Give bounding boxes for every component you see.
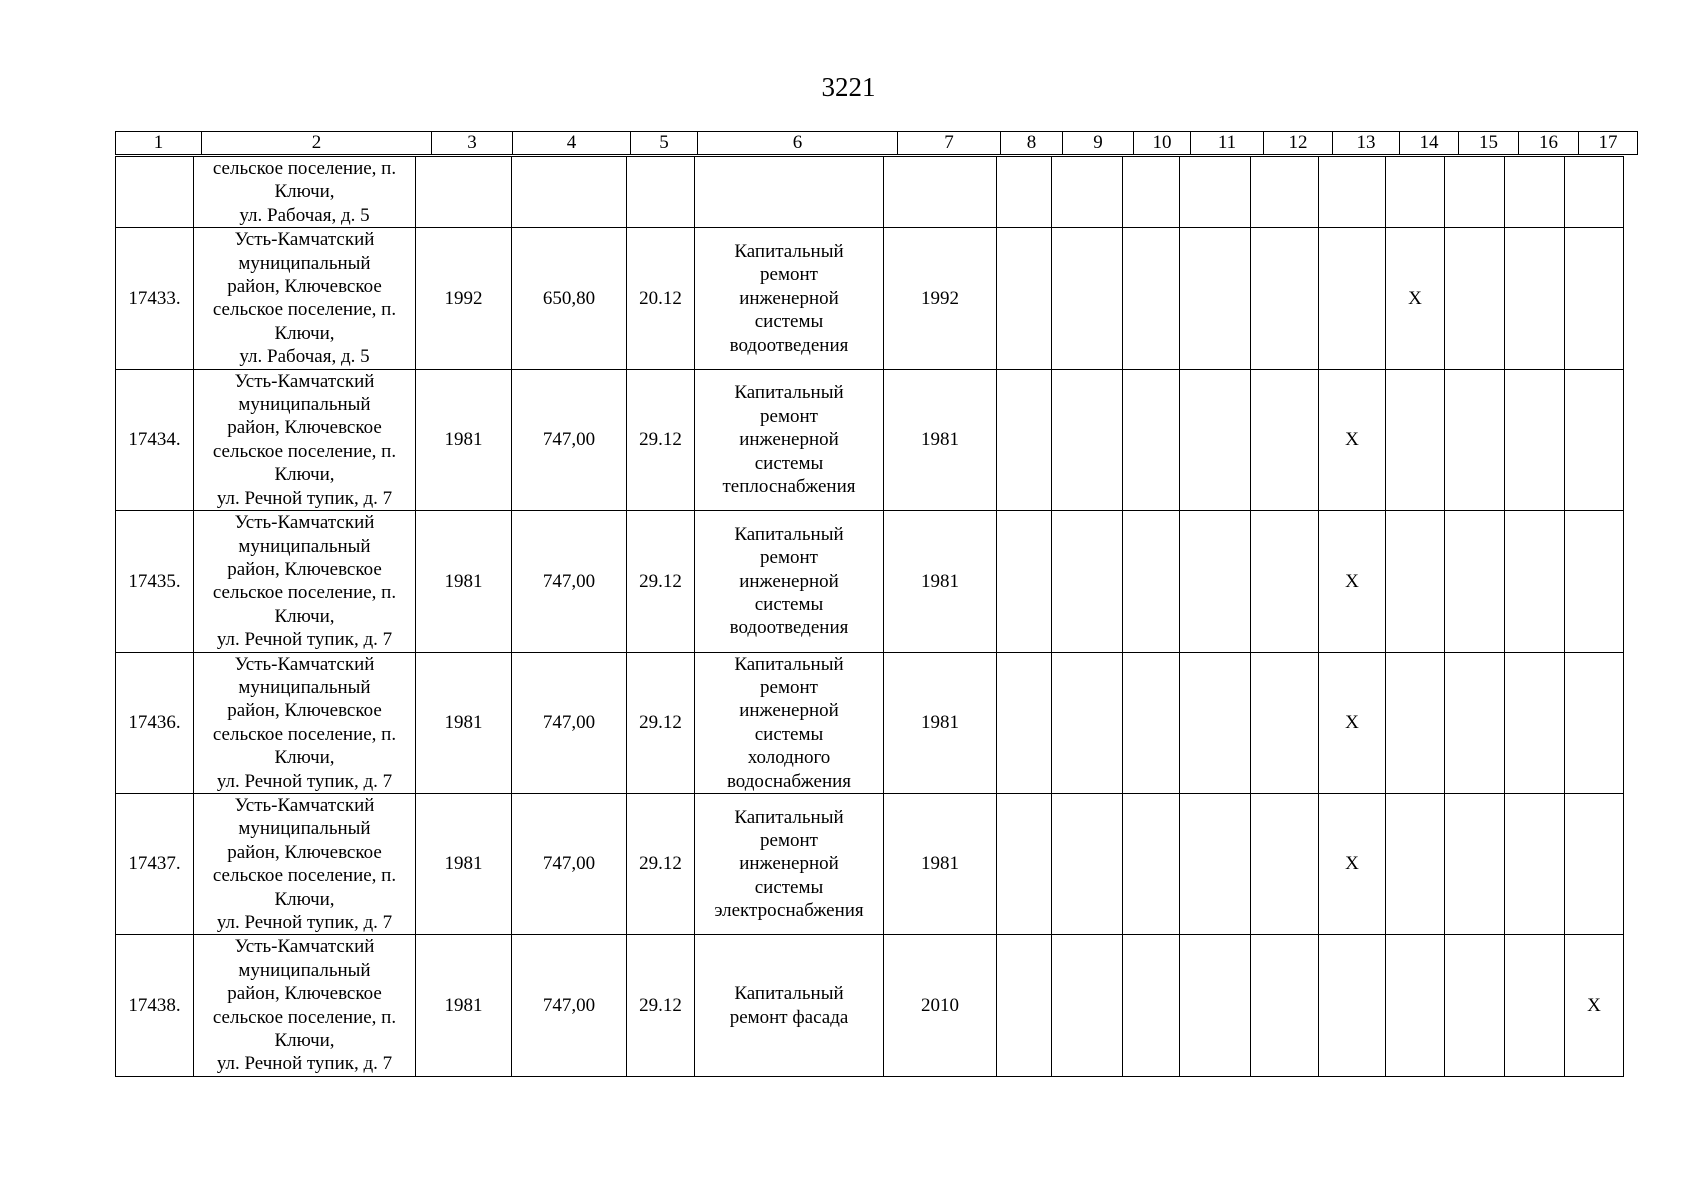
work-type-cell-line: Капитальный bbox=[734, 983, 844, 1005]
mark-cell-col-15 bbox=[1445, 793, 1505, 934]
address-cell-line: Ключи, bbox=[274, 322, 335, 344]
mark-cell-col-12 bbox=[1251, 369, 1319, 510]
address-cell-line: ул. Рабочая, д. 5 bbox=[239, 204, 370, 226]
mark-cell-col-11 bbox=[1180, 511, 1251, 652]
mark-cell-col-15 bbox=[1445, 228, 1505, 369]
mark-cell-col-9 bbox=[1052, 228, 1123, 369]
year-built-cell: 1992 bbox=[416, 228, 512, 369]
work-type-cell-line: системы bbox=[754, 876, 824, 898]
work-year-cell: 1981 bbox=[884, 652, 997, 793]
work-type-cell-line: водоснабжения bbox=[726, 770, 852, 792]
column-number-14: 14 bbox=[1400, 132, 1459, 155]
mark-cell-col-9 bbox=[1052, 652, 1123, 793]
mark-cell-col-13: X bbox=[1319, 652, 1386, 793]
empty-cell bbox=[512, 157, 627, 228]
mark-cell-col-10 bbox=[1123, 228, 1180, 369]
mark-cell-col-13: X bbox=[1319, 369, 1386, 510]
address-cell-line: ул. Речной тупик, д. 7 bbox=[216, 1053, 393, 1075]
work-type-cell-line: системы bbox=[754, 311, 824, 333]
work-year-cell: 2010 bbox=[884, 935, 997, 1076]
area-cell: 650,80 bbox=[512, 228, 627, 369]
empty-cell bbox=[1445, 157, 1505, 228]
col5-cell: 29.12 bbox=[627, 935, 695, 1076]
mark-cell-col-13: X bbox=[1319, 511, 1386, 652]
address-cell-line: сельское поселение, п. bbox=[212, 440, 397, 462]
mark-cell-col-8 bbox=[997, 228, 1052, 369]
address-cell bbox=[194, 157, 416, 228]
table-row bbox=[116, 228, 1624, 369]
work-type-cell-line: инженерной bbox=[739, 429, 839, 451]
mark-cell-col-16 bbox=[1505, 511, 1565, 652]
mark-cell-col-8 bbox=[997, 793, 1052, 934]
mark-cell-col-14 bbox=[1386, 369, 1445, 510]
address-cell-line: Усть-Камчатский bbox=[234, 229, 375, 251]
mark-cell-col-8 bbox=[997, 652, 1052, 793]
year-built-cell: 1981 bbox=[416, 511, 512, 652]
empty-cell bbox=[1052, 157, 1123, 228]
work-type-cell bbox=[695, 935, 884, 1076]
col5-cell: 29.12 bbox=[627, 369, 695, 510]
column-number-17: 17 bbox=[1579, 132, 1638, 155]
mark-cell-col-11 bbox=[1180, 652, 1251, 793]
address-cell-line: муниципальный bbox=[238, 959, 371, 981]
area-cell: 747,00 bbox=[512, 511, 627, 652]
address-cell-line: район, Ключевское bbox=[227, 276, 382, 298]
work-type-cell-line: водоотведения bbox=[729, 617, 849, 639]
area-cell: 747,00 bbox=[512, 935, 627, 1076]
work-type-cell-line: ремонт bbox=[760, 405, 818, 427]
column-number-10: 10 bbox=[1134, 132, 1191, 155]
year-built-cell: 1981 bbox=[416, 793, 512, 934]
work-type-cell-line: ремонт bbox=[760, 830, 818, 852]
page-number: 3221 bbox=[821, 72, 876, 102]
mark-cell-col-16 bbox=[1505, 228, 1565, 369]
empty-cell bbox=[1251, 157, 1319, 228]
work-type-cell-line: инженерной bbox=[739, 700, 839, 722]
address-cell-line: Усть-Камчатский bbox=[234, 794, 375, 816]
address-cell-line: муниципальный bbox=[238, 535, 371, 557]
address-cell-line: район, Ключевское bbox=[227, 558, 382, 580]
mark-cell-col-12 bbox=[1251, 935, 1319, 1076]
mark-cell-col-17 bbox=[1565, 652, 1624, 793]
work-type-cell-line: электроснабжения bbox=[714, 900, 864, 922]
column-number-7: 7 bbox=[898, 132, 1001, 155]
mark-cell-col-11 bbox=[1180, 793, 1251, 934]
work-type-cell-line: ремонт bbox=[760, 676, 818, 698]
empty-cell bbox=[1319, 157, 1386, 228]
work-type-cell-line: системы bbox=[754, 452, 824, 474]
address-cell-line: Ключи, bbox=[274, 888, 335, 910]
mark-cell-col-10 bbox=[1123, 793, 1180, 934]
column-number-2: 2 bbox=[202, 132, 432, 155]
work-type-cell-line: ремонт bbox=[760, 547, 818, 569]
address-cell-line: сельское поселение, п. bbox=[212, 158, 397, 179]
address-cell-line: сельское поселение, п. bbox=[212, 582, 397, 604]
work-type-cell-line: Капитальный bbox=[734, 382, 844, 404]
mark-cell-col-14: X bbox=[1386, 228, 1445, 369]
year-built-cell: 1981 bbox=[416, 369, 512, 510]
work-type-cell bbox=[695, 652, 884, 793]
area-cell: 747,00 bbox=[512, 652, 627, 793]
work-year-cell: 1981 bbox=[884, 793, 997, 934]
address-cell-line: Ключи, bbox=[274, 1030, 335, 1052]
work-type-cell-line: ремонт bbox=[760, 264, 818, 286]
address-cell-line: район, Ключевское bbox=[227, 983, 382, 1005]
mark-cell-col-9 bbox=[1052, 369, 1123, 510]
table-row bbox=[116, 935, 1624, 1076]
row-number-cell: 17435. bbox=[116, 511, 194, 652]
mark-cell-col-17 bbox=[1565, 511, 1624, 652]
address-cell bbox=[194, 793, 416, 934]
table-row bbox=[116, 652, 1624, 793]
empty-cell bbox=[1180, 157, 1251, 228]
empty-cell bbox=[695, 157, 884, 228]
address-cell bbox=[194, 935, 416, 1076]
work-type-cell bbox=[695, 793, 884, 934]
mark-cell-col-8 bbox=[997, 935, 1052, 1076]
mark-cell-col-14 bbox=[1386, 793, 1445, 934]
column-number-5: 5 bbox=[631, 132, 698, 155]
work-type-cell-line: Капитальный bbox=[734, 806, 844, 828]
column-number-13: 13 bbox=[1333, 132, 1400, 155]
table-row bbox=[116, 793, 1624, 934]
work-year-cell: 1981 bbox=[884, 369, 997, 510]
mark-cell-col-17 bbox=[1565, 228, 1624, 369]
mark-cell-col-10 bbox=[1123, 369, 1180, 510]
address-cell-line: ул. Речной тупик, д. 7 bbox=[216, 487, 393, 509]
mark-cell-col-9 bbox=[1052, 511, 1123, 652]
address-cell-line: ул. Речной тупик, д. 7 bbox=[216, 629, 393, 651]
empty-cell bbox=[1565, 157, 1624, 228]
column-number-8: 8 bbox=[1001, 132, 1063, 155]
empty-cell bbox=[1123, 157, 1180, 228]
address-cell-line: сельское поселение, п. bbox=[212, 1006, 397, 1028]
address-cell-line: сельское поселение, п. bbox=[212, 865, 397, 887]
address-cell-line: ул. Речной тупик, д. 7 bbox=[216, 912, 393, 933]
address-cell-line: Усть-Камчатский bbox=[234, 936, 375, 958]
empty-cell bbox=[1505, 157, 1565, 228]
empty-cell bbox=[1386, 157, 1445, 228]
work-type-cell-line: ремонт фасада bbox=[729, 1006, 849, 1028]
mark-cell-col-12 bbox=[1251, 228, 1319, 369]
address-cell-line: Ключи, bbox=[274, 605, 335, 627]
column-number-9: 9 bbox=[1063, 132, 1134, 155]
address-cell-line: Усть-Камчатский bbox=[234, 370, 375, 392]
work-type-cell-line: водоотведения bbox=[729, 334, 849, 356]
work-year-cell: 1981 bbox=[884, 511, 997, 652]
address-cell bbox=[194, 369, 416, 510]
mark-cell-col-16 bbox=[1505, 793, 1565, 934]
mark-cell-col-16 bbox=[1505, 652, 1565, 793]
column-number-6: 6 bbox=[698, 132, 898, 155]
address-cell-line: Ключи, bbox=[274, 181, 335, 203]
year-built-cell: 1981 bbox=[416, 935, 512, 1076]
mark-cell-col-15 bbox=[1445, 935, 1505, 1076]
area-cell: 747,00 bbox=[512, 369, 627, 510]
col5-cell: 29.12 bbox=[627, 652, 695, 793]
col5-cell: 20.12 bbox=[627, 228, 695, 369]
row-number-cell: 17437. bbox=[116, 793, 194, 934]
row-number-cell: 17436. bbox=[116, 652, 194, 793]
address-cell-line: муниципальный bbox=[238, 818, 371, 840]
mark-cell-col-14 bbox=[1386, 935, 1445, 1076]
address-cell-line: Усть-Камчатский bbox=[234, 512, 375, 534]
column-number-4: 4 bbox=[513, 132, 631, 155]
mark-cell-col-9 bbox=[1052, 935, 1123, 1076]
mark-cell-col-8 bbox=[997, 369, 1052, 510]
mark-cell-col-10 bbox=[1123, 652, 1180, 793]
mark-cell-col-16 bbox=[1505, 369, 1565, 510]
address-cell bbox=[194, 511, 416, 652]
mark-cell-col-14 bbox=[1386, 511, 1445, 652]
address-cell-line: Ключи, bbox=[274, 747, 335, 769]
table-row bbox=[116, 369, 1624, 510]
address-cell-line: ул. Речной тупик, д. 7 bbox=[216, 770, 393, 792]
address-cell-line: муниципальный bbox=[238, 252, 371, 274]
work-type-cell-line: инженерной bbox=[739, 287, 839, 309]
area-cell: 747,00 bbox=[512, 793, 627, 934]
mark-cell-col-11 bbox=[1180, 228, 1251, 369]
work-type-cell bbox=[695, 369, 884, 510]
mark-cell-col-14 bbox=[1386, 652, 1445, 793]
header-row bbox=[116, 132, 1638, 155]
work-type-cell bbox=[695, 511, 884, 652]
address-cell-line: район, Ключевское bbox=[227, 841, 382, 863]
mark-cell-col-9 bbox=[1052, 793, 1123, 934]
mark-cell-col-13: X bbox=[1319, 793, 1386, 934]
address-cell-line: муниципальный bbox=[238, 394, 371, 416]
column-number-1: 1 bbox=[116, 132, 202, 155]
mark-cell-col-8 bbox=[997, 511, 1052, 652]
work-year-cell: 1992 bbox=[884, 228, 997, 369]
address-cell bbox=[194, 228, 416, 369]
empty-cell bbox=[416, 157, 512, 228]
address-cell-line: сельское поселение, п. bbox=[212, 299, 397, 321]
column-number-15: 15 bbox=[1459, 132, 1519, 155]
work-type-cell-line: инженерной bbox=[739, 570, 839, 592]
work-type-cell bbox=[695, 228, 884, 369]
mark-cell-col-15 bbox=[1445, 369, 1505, 510]
mark-cell-col-16 bbox=[1505, 935, 1565, 1076]
address-cell-line: муниципальный bbox=[238, 676, 371, 698]
mark-cell-col-11 bbox=[1180, 369, 1251, 510]
column-number-12: 12 bbox=[1264, 132, 1333, 155]
table-row bbox=[116, 511, 1624, 652]
row-number-cell bbox=[116, 157, 194, 228]
data-table bbox=[115, 156, 1624, 1077]
col5-cell: 29.12 bbox=[627, 793, 695, 934]
work-type-cell-line: системы bbox=[754, 723, 824, 745]
mark-cell-col-13 bbox=[1319, 935, 1386, 1076]
column-number-header bbox=[115, 131, 1638, 155]
mark-cell-col-10 bbox=[1123, 511, 1180, 652]
row-number-cell: 17433. bbox=[116, 228, 194, 369]
row-number-cell: 17434. bbox=[116, 369, 194, 510]
mark-cell-col-12 bbox=[1251, 511, 1319, 652]
mark-cell-col-11 bbox=[1180, 935, 1251, 1076]
mark-cell-col-15 bbox=[1445, 652, 1505, 793]
mark-cell-col-12 bbox=[1251, 652, 1319, 793]
row-number-cell: 17438. bbox=[116, 935, 194, 1076]
year-built-cell: 1981 bbox=[416, 652, 512, 793]
mark-cell-col-12 bbox=[1251, 793, 1319, 934]
work-type-cell-line: холодного bbox=[747, 747, 831, 769]
work-type-cell-line: системы bbox=[754, 594, 824, 616]
mark-cell-col-17: X bbox=[1565, 935, 1624, 1076]
column-number-3: 3 bbox=[432, 132, 513, 155]
work-type-cell-line: Капитальный bbox=[734, 653, 844, 675]
address-cell-line: Усть-Камчатский bbox=[234, 653, 375, 675]
work-type-cell-line: инженерной bbox=[739, 853, 839, 875]
address-cell-line: ул. Рабочая, д. 5 bbox=[239, 346, 370, 368]
address-cell-line: район, Ключевское bbox=[227, 417, 382, 439]
mark-cell-col-13 bbox=[1319, 228, 1386, 369]
address-cell-line: Ключи, bbox=[274, 464, 335, 486]
mark-cell-col-10 bbox=[1123, 935, 1180, 1076]
mark-cell-col-17 bbox=[1565, 369, 1624, 510]
work-type-cell-line: Капитальный bbox=[734, 240, 844, 262]
column-number-11: 11 bbox=[1191, 132, 1264, 155]
column-number-16: 16 bbox=[1519, 132, 1579, 155]
empty-cell bbox=[997, 157, 1052, 228]
col5-cell: 29.12 bbox=[627, 511, 695, 652]
address-cell bbox=[194, 652, 416, 793]
work-type-cell-line: теплоснабжения bbox=[722, 475, 856, 497]
mark-cell-col-15 bbox=[1445, 511, 1505, 652]
empty-cell bbox=[627, 157, 695, 228]
work-type-cell-line: Капитальный bbox=[734, 523, 844, 545]
empty-cell bbox=[884, 157, 997, 228]
mark-cell-col-17 bbox=[1565, 793, 1624, 934]
address-cell-line: район, Ключевское bbox=[227, 700, 382, 722]
address-cell-line: сельское поселение, п. bbox=[212, 723, 397, 745]
table-row-continued bbox=[116, 157, 1624, 228]
